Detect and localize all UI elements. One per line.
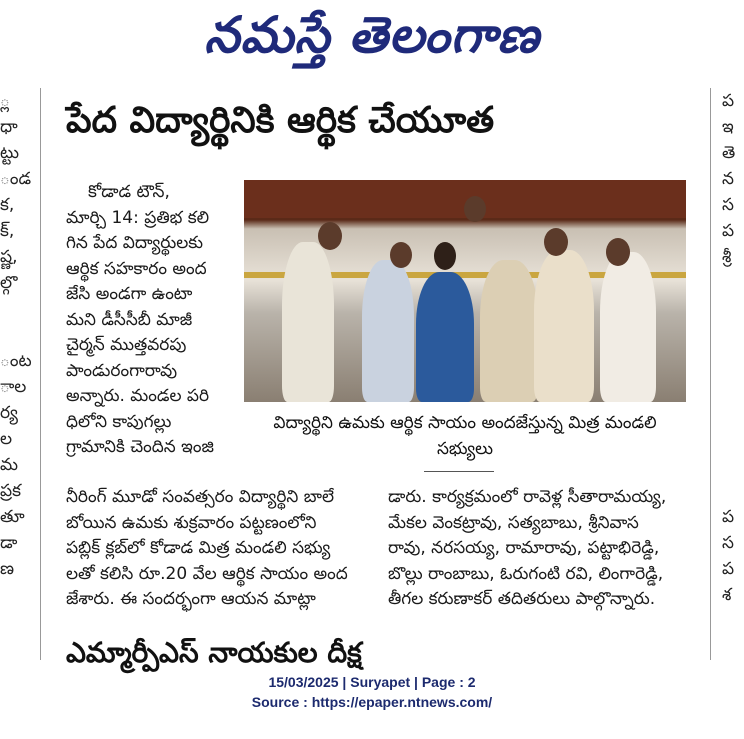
text-line: పాండురంగారావు [66,360,178,381]
caption-divider [424,471,494,472]
photo-head [434,242,456,270]
strip-text-line: న [722,169,734,189]
strip-text-line: ణ [0,559,15,579]
strip-text-line: శ [722,585,732,605]
text-line: బొల్లు రాంబాబు, ఓరుగంటి రవి, లింగారెడ్డి, [388,563,664,584]
text-line: మని డీసీసీబీ మాజీ [66,309,193,330]
photo-head [464,196,486,222]
text-line: గిన పేద విద్యార్థులకు [66,233,204,253]
strip-text-line: మ [0,455,18,475]
strip-text-line [722,426,744,452]
article-column-1 [66,180,238,461]
strip-text-line: ష్ణ, [0,247,18,267]
strip-text-line: ప్రక [0,481,21,501]
masthead [0,0,744,80]
photo-head [318,222,342,250]
strip-text-line: క్, [0,221,15,241]
strip-text-line: ల్గొ [0,273,18,293]
strip-text-line [0,296,28,322]
strip-text-line: ాల [0,377,27,397]
strip-text-line: ండ [0,169,32,189]
strip-text-line: ధా [0,117,18,137]
strip-text-line [722,270,744,296]
photo-person [534,250,594,402]
adjacent-article-right [722,88,744,608]
text-line: అన్నారు. మండల పరి [66,386,210,406]
strip-text-line [722,452,744,478]
photo-person [362,260,414,402]
photo-person [480,260,538,402]
strip-text-line: ల [0,429,13,449]
column-divider [710,88,711,660]
text-line: రావు, నరసయ్య, రామారావు, పట్టాభిరెడ్డి, [388,538,660,558]
strip-text-line: ంట [0,351,32,371]
article-column-1-full [66,485,366,613]
strip-text-line: ర్య [0,403,18,423]
adjacent-article-left [0,88,32,582]
text-line: కోడాడ టౌన్, [88,182,170,202]
source-footer [0,672,744,712]
strip-text-line: శ్రీ [722,247,732,267]
strip-text-line: ్ల [0,91,10,111]
strip-text-line [722,322,744,348]
text-line: ధిలోని కాపుగల్లు [66,411,172,432]
text-line: పబ్లిక్ క్లబ్‌లో కోడాడ మిత్ర మండలి సభ్యు [66,538,331,558]
text-line: డారు. కార్యక్రమంలో రావెళ్ల సీతారామయ్య, [388,487,667,507]
strip-text-line: డా [0,533,18,553]
photo-person [600,252,656,402]
text-line: తీగల కరుణాకర్ తదితరులు పాల్గొన్నారు. [388,589,656,609]
edition-info: 15/03/2025 | Suryapet | Page : 2 [268,674,476,690]
strip-text-line: తూ [0,507,25,527]
strip-text-line [722,348,744,374]
strip-text-line: ప [722,91,735,111]
strip-text-line [0,322,28,348]
text-line: జేశారు. ఈ సందర్భంగా ఆయన మాట్లా [66,589,316,609]
strip-text-line: తె [722,143,736,163]
column-divider [40,88,41,660]
strip-text-line: క, [0,195,15,215]
strip-text-line: ఇ [722,117,734,137]
text-line: లతో కలిసి రూ.20 వేల ఆర్థిక సాయం అంద [66,563,348,584]
text-line: గ్రామానికి చెందిన ఇంజి [66,437,214,457]
strip-text-line [722,478,744,504]
article-column-2 [388,485,688,613]
strip-text-line [722,400,744,426]
text-line: చైర్మన్ ముత్తవరపు [66,335,187,355]
text-line: మార్చి 14: ప్రతిభ కలి [66,207,210,228]
source-link[interactable]: Source : https://epaper.ntnews.com/ [251,694,493,710]
strip-text-line: ప [722,507,735,527]
article-headline: పేద విద్యార్థినికి ఆర్థిక చేయూత [66,100,495,141]
next-article-headline: ఎమ్మార్పీఎస్ నాయకుల దీక్ష [66,636,362,669]
strip-text-line [722,374,744,400]
photo-head [390,242,412,268]
text-line: నీరింగ్ మూడో సంవత్సరం విద్యార్థిని బాలే [66,487,335,507]
strip-text-line: స [722,195,734,215]
photo-head [606,238,630,266]
photo-person [282,242,334,402]
text-line: ఆర్థిక సహకారం అంద [66,258,207,279]
newspaper-clipping [0,88,744,669]
photo-person [416,272,474,402]
photo-caption: విద్యార్థిని ఉమకు ఆర్థిక సాయం అందజేస్తున్న మిత్ర మండలి సభ్యులు [273,413,657,459]
article-photo [244,180,686,402]
text-line: మేకల వెంకట్రావు, సత్యబాబు, శ్రీనివాస [388,512,639,533]
strip-text-line: ట్టు [0,143,20,163]
newspaper-title: నమస్తే తెలంగాణ [204,6,540,64]
text-line: జేసి అండగా ఉంటా [66,284,193,304]
strip-text-line: ప [722,559,735,579]
strip-text-line: స [722,533,734,553]
text-line: బోయిన ఉమకు శుక్రవారం పట్టణంలోని [66,512,317,533]
strip-text-line [722,296,744,322]
strip-text-line: ప [722,221,735,241]
photo-head [544,228,568,256]
